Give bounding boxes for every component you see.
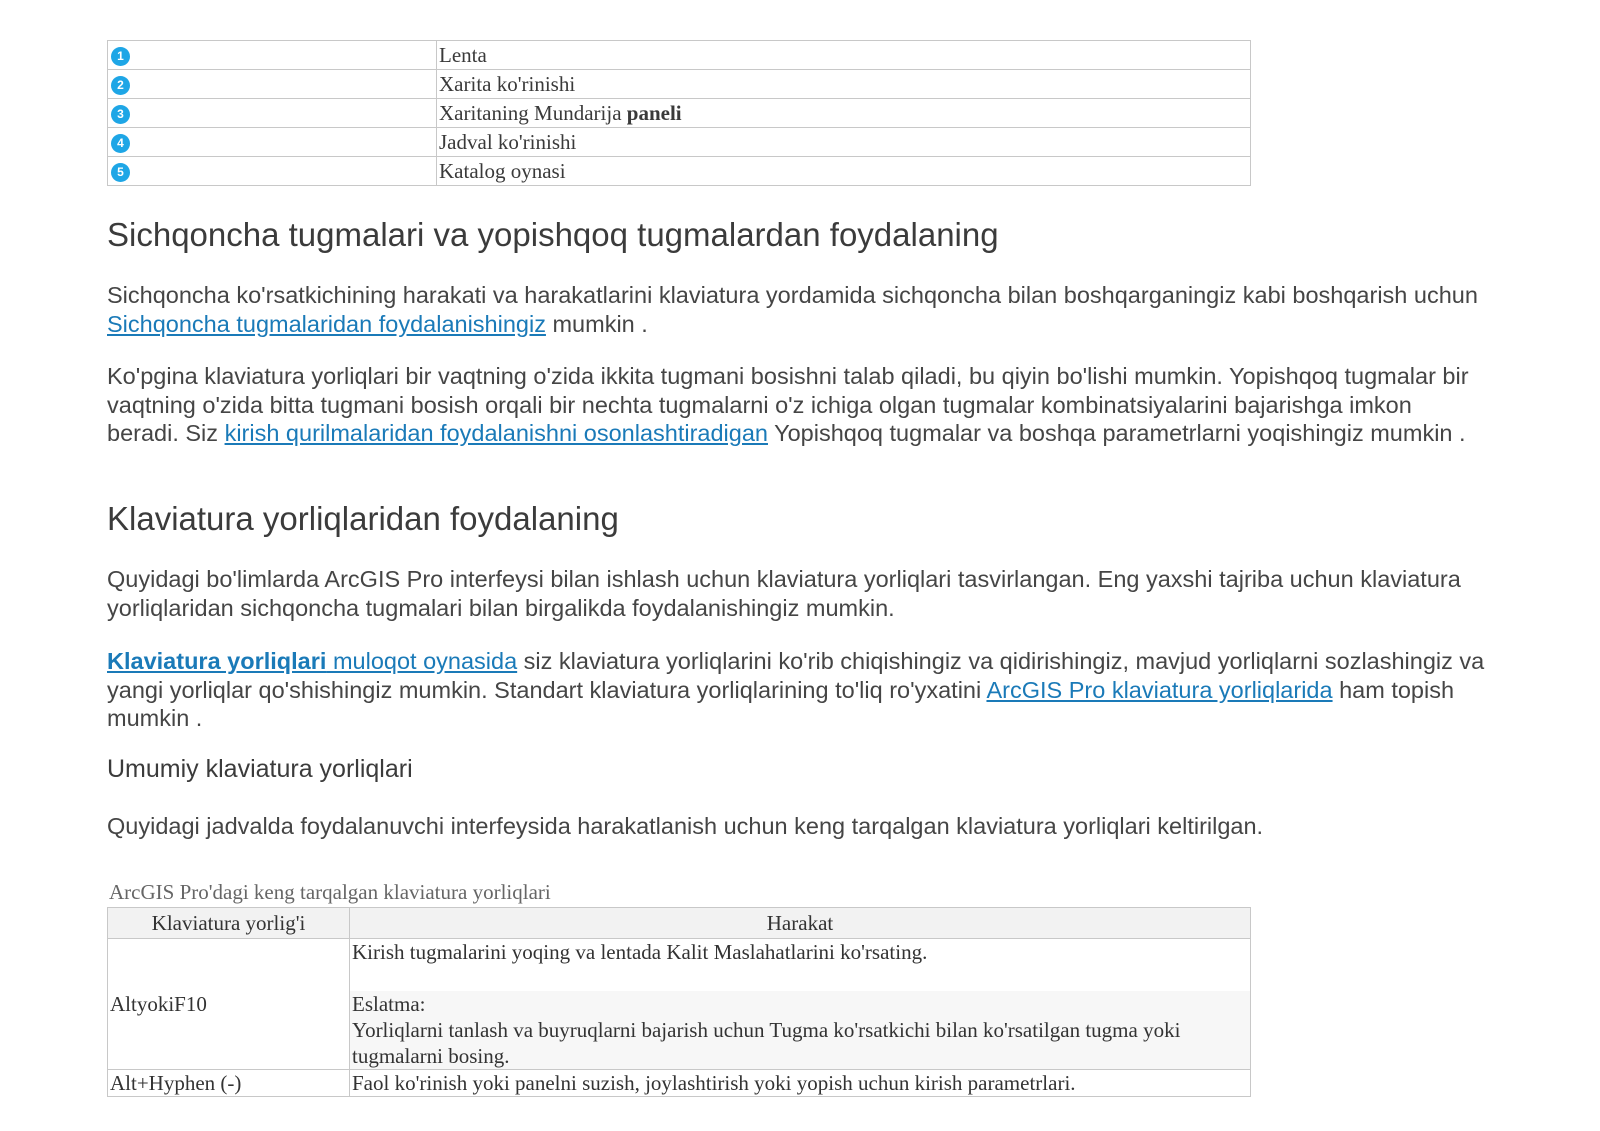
- legend-label-bold: paneli: [626, 100, 682, 125]
- shortcut-key: Alt+Hyphen (-): [108, 1070, 350, 1097]
- legend-row: [108, 128, 1251, 157]
- table-row: [108, 1070, 1251, 1097]
- paragraph-common-shortcuts: Quyidagi jadvalda foydalanuvchi interfeysida harakatlanish uchun keng tarqalgan klaviatura yorliqlari keltirilgan.: [107, 813, 1264, 839]
- keyboard-shortcuts-dialog-link[interactable]: [107, 648, 517, 674]
- section-heading-mouse-keys: Sichqoncha tugmalari va yopishqoq tugmalardan foydalaning: [107, 216, 999, 253]
- paragraph-shortcuts-intro: Quyidagi bo'limlarda ArcGIS Pro interfeysi bilan ishlash uchun klaviatura yorliqlari tasvirlangan. Eng yaxshi tajriba uchun klaviatura yorliqlaridan sichqoncha tugmalari bilan birgalikda foydalanishingiz mumkin.: [107, 566, 1461, 621]
- paragraph-sticky-keys: [107, 362, 1487, 448]
- number-4-icon: 4: [111, 134, 130, 153]
- subheading-common-shortcuts: Umumiy klaviatura yorliqlari: [107, 755, 413, 783]
- link-rest: muloqot oynasida: [326, 648, 518, 674]
- shortcut-action: Faol ko'rinish yoki panelni suzish, joylashtirish yoki yopish uchun kirish parametrlari.: [350, 1070, 1251, 1097]
- legend-number-cell: [108, 157, 437, 186]
- paragraph-shortcuts-dialog: [107, 647, 1487, 733]
- note-label: Eslatma:: [352, 992, 426, 1016]
- shortcut-action: [350, 939, 1251, 1070]
- legend-label: Katalog oynasi: [437, 157, 1251, 186]
- legend-row: [108, 41, 1251, 70]
- table-caption: ArcGIS Pro'dagi keng tarqalgan klaviatura yorliqlari: [109, 880, 551, 904]
- text: ham topish mumkin .: [107, 676, 1455, 731]
- note-block: [350, 991, 1250, 1069]
- legend-number-cell: [108, 70, 437, 99]
- legend-label: Lenta: [437, 41, 1251, 70]
- legend-number-cell: [108, 128, 437, 157]
- number-5-icon: 5: [111, 163, 130, 182]
- legend-row: [108, 99, 1251, 128]
- text: Sichqoncha ko'rsatkichining harakati va harakatlarini klaviatura yordamida sichqoncha bilan boshqarganingiz kabi boshqarish uchun: [107, 282, 1478, 308]
- mouse-keys-link[interactable]: Sichqoncha tugmalaridan foydalanishingiz: [107, 310, 546, 337]
- legend-label-prefix: Xaritaning Mundarija: [439, 100, 627, 125]
- table-header-row: [108, 908, 1251, 939]
- text: mumkin .: [545, 310, 648, 337]
- legend-table: [107, 40, 1251, 186]
- legend-row: [108, 157, 1251, 186]
- shortcut-key: AltyokiF10: [108, 939, 350, 1070]
- text: Yopishqoq tugmalar va boshqa parametrlarni yoqishingiz mumkin .: [767, 420, 1466, 446]
- link-bold-part: Klaviatura yorliqlari: [107, 648, 327, 674]
- column-header-action: Harakat: [350, 908, 1251, 939]
- legend-number-cell: [108, 41, 437, 70]
- arcgis-pro-shortcuts-link[interactable]: ArcGIS Pro klaviatura yorliqlarida: [986, 676, 1333, 703]
- ease-of-access-link[interactable]: kirish qurilmalaridan foydalanishni osonlashtiradigan: [224, 420, 768, 446]
- number-2-icon: 2: [111, 76, 130, 95]
- legend-label: Xarita ko'rinishi: [437, 70, 1251, 99]
- legend-row: [108, 70, 1251, 99]
- action-text: Kirish tugmalarini yoqing va lentada Kalit Maslahatlarini ko'rsating.: [352, 940, 928, 964]
- legend-number-cell: [108, 99, 437, 128]
- number-3-icon: 3: [111, 105, 130, 124]
- legend-label: Jadval ko'rinishi: [437, 128, 1251, 157]
- note-text: Yorliqlarni tanlash va buyruqlarni bajarish uchun Tugma ko'rsatkichi bilan ko'rsatilgan tugma yoki tugmalarni bosing.: [352, 1018, 1181, 1068]
- column-header-key: Klaviatura yorlig'i: [108, 908, 350, 939]
- shortcut-table: [107, 907, 1251, 1097]
- text: Ko'pgina klaviatura yorliqlari bir vaqtning o'zida ikkita tugmani bosishni talab qiladi, bu qiyin bo'lishi mumkin. Yopishqoq tugmalar bir vaqtning o'zida bitta tugmani bosish orqali bir nechta tugmalarni o'z ichiga olgan tugmalar kombinatsiyalarini bajarishga imkon beradi. Siz: [107, 363, 1469, 446]
- legend-label: [437, 99, 1251, 128]
- text: siz klaviatura yorliqlarini ko'rib chiqishingiz va qidirishingiz, mavjud yorliqlarni sozlashingiz va yangi yorliqlar qo'shishingiz mumkin. Standart klaviatura yorliqlarining to'liq ro'yxatini: [107, 648, 1485, 703]
- table-row: [108, 939, 1251, 1070]
- number-1-icon: 1: [111, 47, 130, 66]
- section-heading-keyboard-shortcuts: Klaviatura yorliqlaridan foydalaning: [107, 500, 619, 537]
- paragraph-mouse-keys: [107, 281, 1487, 338]
